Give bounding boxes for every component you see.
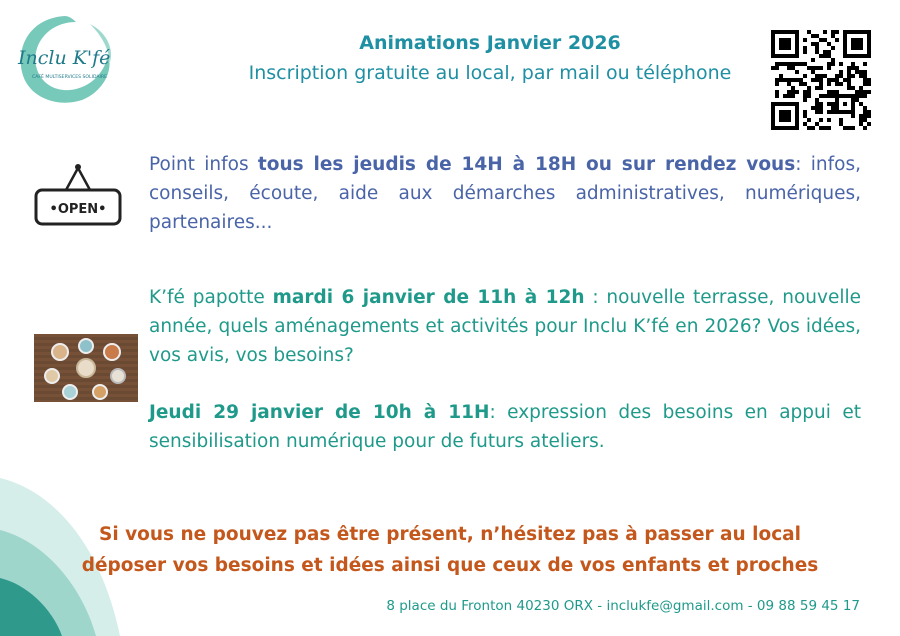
page-title: Animations Janvier 2026 xyxy=(359,32,621,54)
point-infos-lead: Point infos xyxy=(149,154,258,175)
jeudi-paragraph xyxy=(149,398,861,456)
jeudi-details: : expression des besoins en appui et sensibilisation numérique pour de futurs ateliers. xyxy=(149,402,861,452)
qr-code xyxy=(771,30,871,130)
coffee-cups-photo xyxy=(34,334,138,402)
inclu-kfe-logo xyxy=(10,10,120,110)
notice-line-1: Si vous ne pouvez pas être présent, n’hésitez pas à passer au local xyxy=(99,524,801,545)
open-sign-text: •OPEN• xyxy=(49,202,107,217)
papotte-date: mardi 6 janvier de 11h à 12h xyxy=(272,287,585,308)
point-infos-paragraph xyxy=(149,150,861,237)
notice-line-2: déposer vos besoins et idées ainsi que ceux de vos enfants et proches xyxy=(81,555,819,576)
papotte-details: : nouvelle terrasse, nouvelle année, quels aménagements et activités pour Inclu K’fé en 2026? Vos idées, vos avis, vos besoins? xyxy=(149,287,861,366)
point-infos-details: : infos, conseils, écoute, aide aux démarches administratives, numériques, partenaires... xyxy=(149,154,861,233)
papotte-paragraph xyxy=(149,283,861,370)
point-infos-schedule: tous les jeudis de 14H à 18H ou sur rendez vous xyxy=(257,154,796,175)
logo-tagline: CAFÉ MULTISERVICES SOLIDAIRE xyxy=(32,75,108,80)
contact-info: 8 place du Fronton 40230 ORX - inclukfe@gmail.com - 09 88 59 45 17 xyxy=(386,598,860,614)
open-sign-icon xyxy=(33,160,123,232)
decorative-swoosh xyxy=(0,470,130,636)
jeudi-date: Jeudi 29 janvier de 10h à 11H xyxy=(149,402,490,423)
papotte-lead: K’fé papotte xyxy=(149,287,273,308)
page-subtitle: Inscription gratuite au local, par mail ou téléphone xyxy=(248,62,732,84)
logo-text: Inclu K'fé xyxy=(18,47,111,69)
